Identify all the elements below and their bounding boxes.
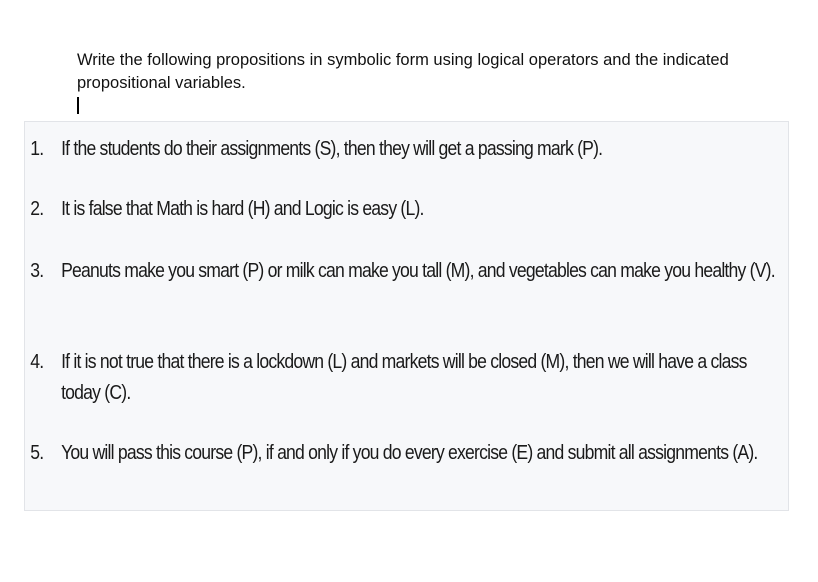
proposition-text: Peanuts make you smart (P) or milk can make you tall (M), and vegetables can make you healthy (V). xyxy=(61,260,775,282)
proposition-number: 5. xyxy=(30,442,44,464)
proposition-text: It is false that Math is hard (H) and Logic is easy (L). xyxy=(61,198,424,220)
proposition-number: 3. xyxy=(30,260,44,282)
proposition-number: 1. xyxy=(30,138,44,160)
proposition-number: 4. xyxy=(30,351,44,373)
proposition-text: If the students do their assignments (S), then they will get a passing mark (P). xyxy=(61,138,603,160)
proposition-text: If it is not true that there is a lockdown (L) and markets will be closed (M), then we will have a class today (C). xyxy=(61,351,747,404)
instructions-text: Write the following propositions in symbolic form using logical operators and the indicated propositional variables. xyxy=(77,51,729,92)
proposition-number: 2. xyxy=(30,198,44,220)
text-cursor xyxy=(77,97,79,114)
propositions-image xyxy=(24,121,789,511)
proposition-text: You will pass this course (P), if and only if you do every exercise (E) and submit all assignments (A). xyxy=(61,442,758,464)
